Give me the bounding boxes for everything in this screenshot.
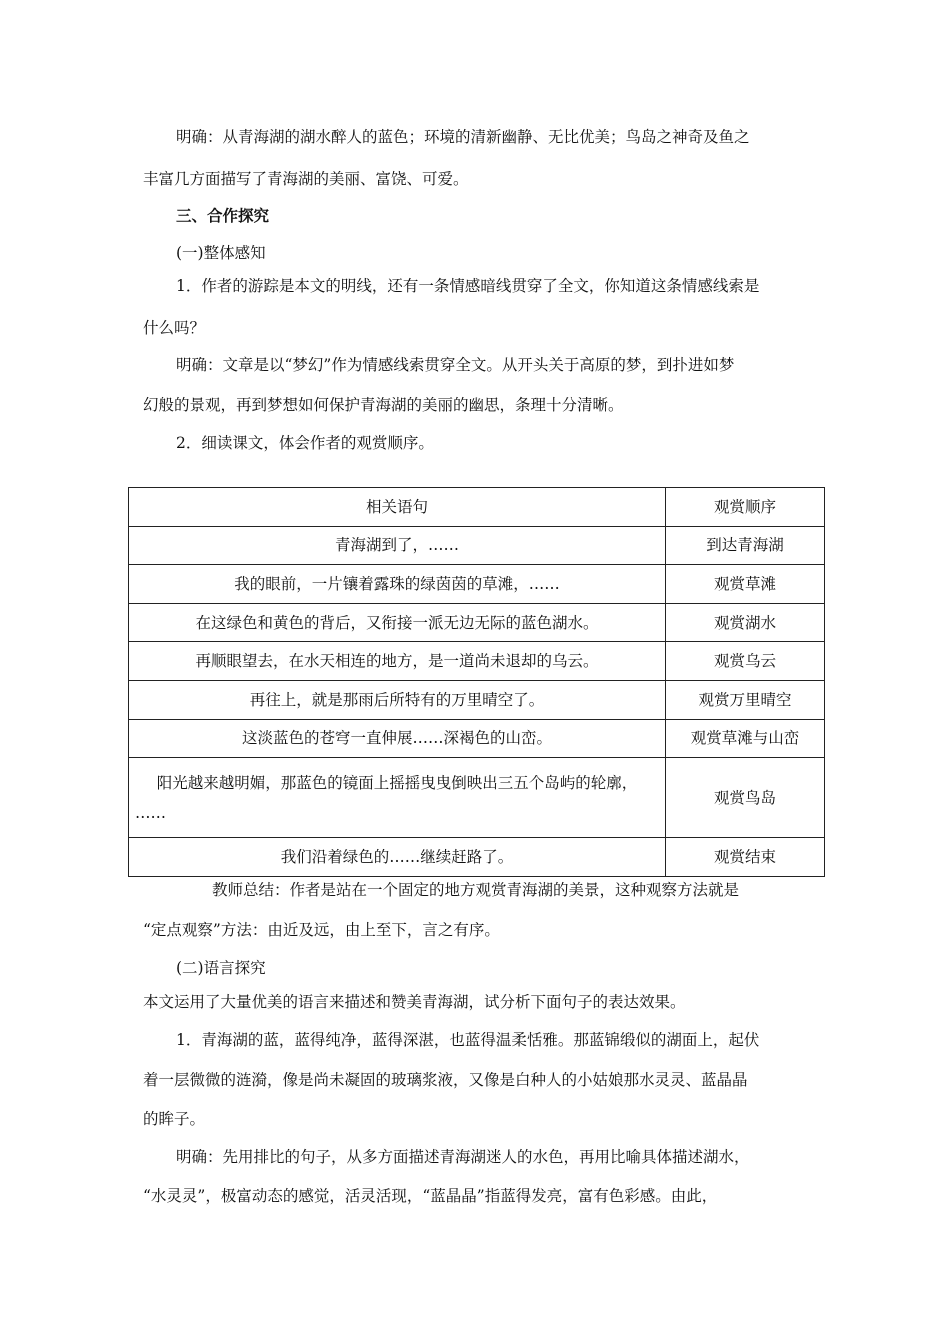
sentence-cell: 我们沿着绿色的……继续赶路了。: [129, 838, 666, 877]
sentence-cell: 这淡蓝色的苍穹一直伸展……深褐色的山峦。: [129, 719, 666, 758]
sentence-cell: 我的眼前，一片镶着露珠的绿茵茵的草滩，……: [129, 565, 666, 604]
question-line: 什么吗？: [143, 319, 206, 337]
table-row: [129, 603, 825, 642]
summary-line: “定点观察”方法：由近及远，由上至下，言之有序。: [143, 921, 500, 939]
sentence-continuation: ……: [135, 803, 166, 822]
order-cell: 观赏草滩: [666, 565, 825, 604]
question-line: 1．青海湖的蓝，蓝得纯净，蓝得深湛，也蓝得温柔恬雅。那蓝锦缎似的湖面上，起伏: [176, 1031, 760, 1049]
table-row: [129, 758, 825, 838]
answer-paragraph-line: 幻般的景观，再到梦想如何保护青海湖的美丽的幽思，条理十分清晰。: [143, 396, 624, 414]
table-row: [129, 680, 825, 719]
order-cell: 到达青海湖: [666, 526, 825, 565]
subsection-heading: (二)语言探究: [176, 959, 266, 977]
order-cell: 观赏结束: [666, 838, 825, 877]
table-row: [129, 565, 825, 604]
subsection-heading: (一)整体感知: [176, 244, 266, 262]
table-row: [129, 642, 825, 681]
instruction-line: 本文运用了大量优美的语言来描述和赞美青海湖，试分析下面句子的表达效果。: [143, 993, 686, 1011]
table-row: [129, 526, 825, 565]
question-line: 着一层微微的涟漪，像是尚未凝固的玻璃浆液，又像是白种人的小姑娘那水灵灵、蓝晶晶: [143, 1071, 748, 1089]
sentence-cell: 再往上，就是那雨后所特有的万里晴空了。: [129, 680, 666, 719]
sentence-cell: 青海湖到了，……: [129, 526, 666, 565]
order-cell: 观赏鸟岛: [666, 758, 825, 838]
viewing-order-table: [128, 487, 825, 877]
summary-line: 教师总结：作者是站在一个固定的地方观赏青海湖的美景，这种观察方法就是: [212, 881, 740, 899]
order-cell: 观赏湖水: [666, 603, 825, 642]
question-line: 2．细读课文，体会作者的观赏顺序。: [176, 434, 434, 452]
order-cell: 观赏乌云: [666, 642, 825, 681]
answer-paragraph-line: 明确：先用排比的句子，从多方面描述青海湖迷人的水色，再用比喻具体描述湖水，: [176, 1148, 750, 1166]
sentence-cell: [129, 758, 666, 838]
table-header-row: [129, 488, 825, 527]
section-heading: 三、合作探究: [176, 206, 270, 225]
table-header-cell: 观赏顺序: [666, 488, 825, 527]
question-line: 的眸子。: [143, 1110, 206, 1128]
order-cell: 观赏万里晴空: [666, 680, 825, 719]
table-row: [129, 719, 825, 758]
table-row: [129, 838, 825, 877]
answer-paragraph-line: 明确：文章是以“梦幻”作为情感线索贯穿全文。从开头关于高原的梦，到扑进如梦: [176, 356, 735, 374]
question-line: 1．作者的游踪是本文的明线，还有一条情感暗线贯穿了全文，你知道这条情感线索是: [176, 277, 760, 295]
answer-paragraph-line: “水灵灵”，极富动态的感觉，活灵活现，“蓝晶晶”指蓝得发亮，富有色彩感。由此，: [143, 1187, 718, 1205]
sentence-cell: 再顺眼望去，在水天相连的地方，是一道尚未退却的乌云。: [129, 642, 666, 681]
order-cell: 观赏草滩与山峦: [666, 719, 825, 758]
answer-paragraph-line: 明确：从青海湖的湖水醉人的蓝色；环境的清新幽静、无比优美；鸟岛之神奇及鱼之: [176, 128, 750, 146]
sentence-cell: 在这绿色和黄色的背后，又衔接一派无边无际的蓝色湖水。: [129, 603, 666, 642]
table-header-cell: 相关语句: [129, 488, 666, 527]
answer-paragraph-line: 丰富几方面描写了青海湖的美丽、富饶、可爱。: [143, 170, 469, 188]
sentence-text: 阳光越来越明媚，那蓝色的镜面上摇摇曳曳倒映出三五个岛屿的轮廓，: [156, 773, 638, 792]
